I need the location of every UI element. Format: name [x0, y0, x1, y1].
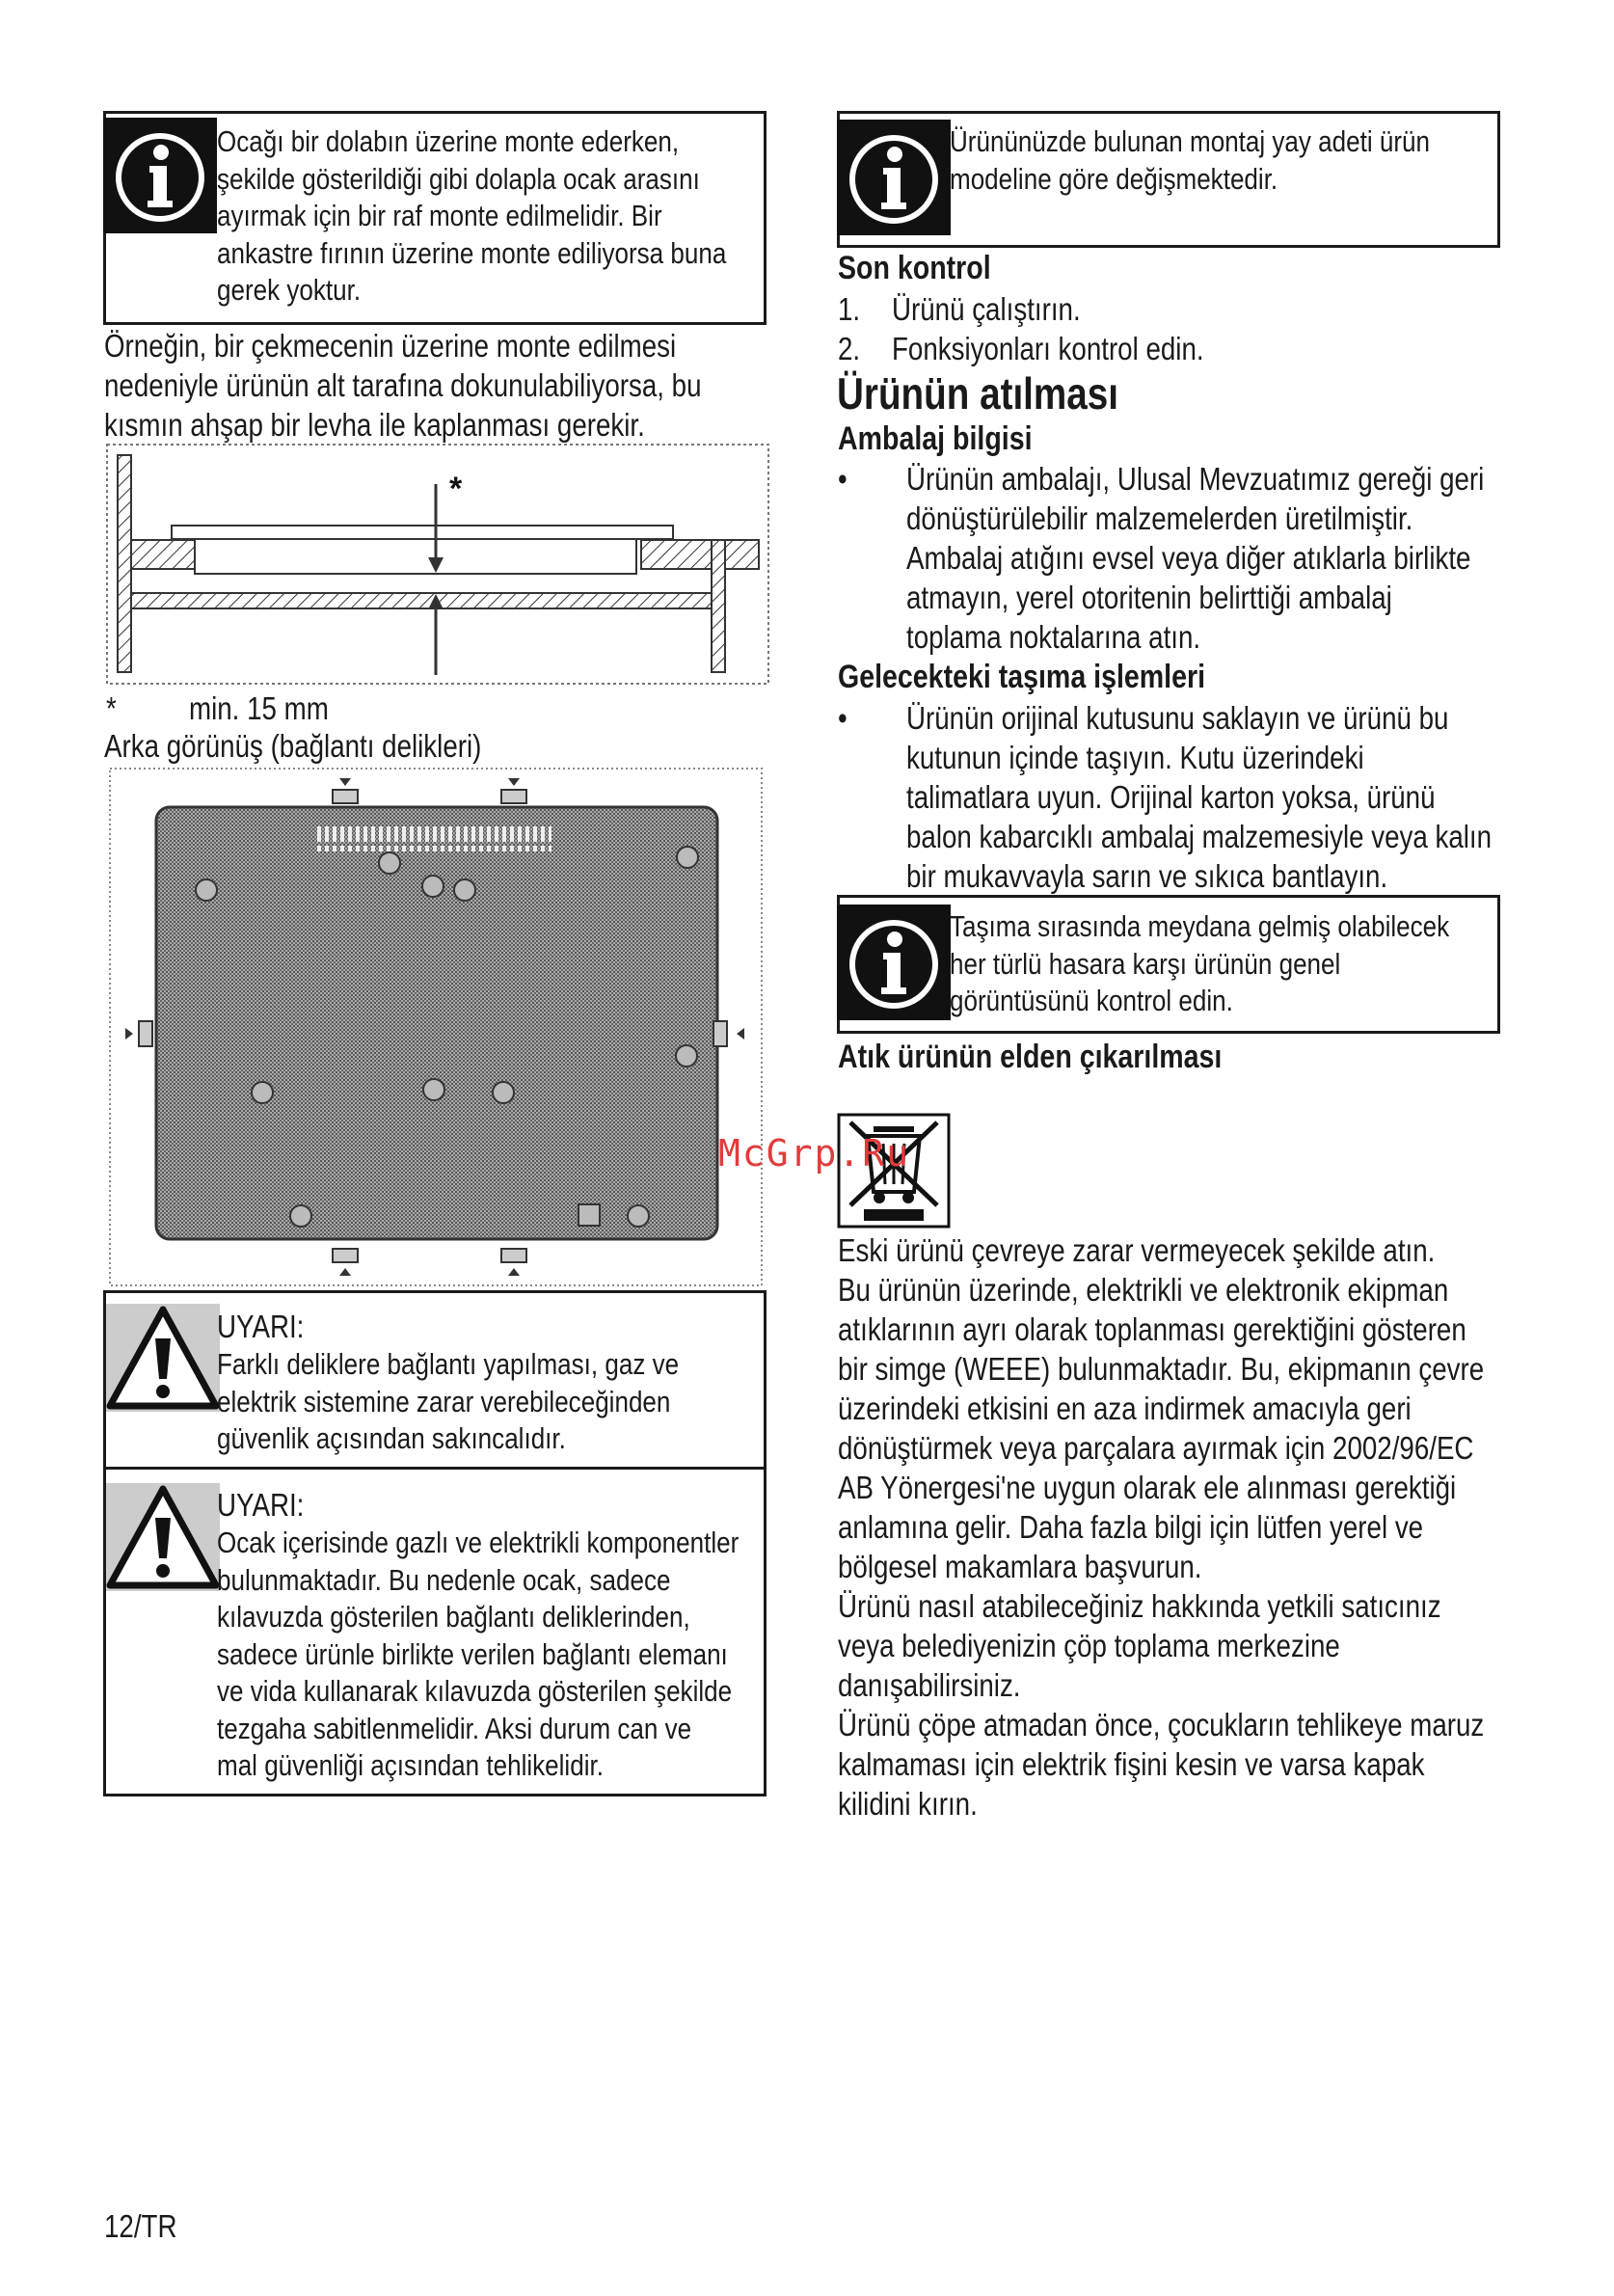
text-line: üzerindeki etkisini en aza indirmek amacıyla geri	[838, 1391, 1412, 1426]
paragraph-line: nedeniyle ürünün alt tarafına dokunulabiliyorsa, bu	[104, 367, 702, 403]
bullet: •	[838, 461, 847, 497]
warning-line: elektrik sistemine zarar verebileceğinden	[217, 1384, 671, 1418]
footnote-text: min. 15 mm	[189, 690, 329, 726]
list-number: 1.	[838, 291, 861, 327]
text-line: Eski ürünü çevreye zarar vermeyecek şekilde atın.	[838, 1232, 1436, 1268]
note-line: Ürününüzde bulunan montaj yay adeti ürün	[950, 124, 1431, 158]
warning-line: ve vida kullanarak kılavuzda gösterilen şekilde	[217, 1674, 733, 1708]
transport-text	[906, 698, 1603, 896]
warning-line: sadece ürünle birlikte verilen bağlantı elemanı	[217, 1636, 728, 1671]
text-line: Bu ürünün üzerinde, elektrikli ve elektronik ekipman	[838, 1272, 1449, 1308]
text-line: toplama noktalarına atın.	[906, 619, 1201, 655]
diagram-star: *	[449, 471, 463, 507]
list-number: 2.	[838, 331, 861, 366]
list-item: Ürünü çalıştırın.	[892, 291, 1081, 327]
paragraph	[104, 326, 816, 445]
list-item: Fonksiyonları kontrol edin.	[892, 331, 1204, 366]
note-line: modeline göre değişmektedir.	[950, 161, 1278, 196]
packaging-heading: Ambalaj bilgisi	[838, 420, 1033, 457]
info-note-text	[217, 123, 823, 310]
installation-diagram	[106, 444, 769, 685]
paragraph-line: kısmın ahşap bir levha ile kaplanması gerekir.	[104, 407, 645, 443]
text-line: talimatlara uyun. Orijinal karton yoksa, ürünü	[906, 779, 1436, 815]
warning-title: UYARI:	[217, 1309, 305, 1344]
note-line: ayırmak için bir raf monte edilmelidir. Bir	[217, 199, 662, 232]
info-icon	[837, 905, 951, 1020]
paragraph-line: Örneğin, bir çekmecenin üzerine monte edilmesi	[104, 328, 677, 364]
packaging-text	[906, 459, 1594, 657]
note-line: gerek yoktur.	[217, 273, 362, 307]
warning-text	[217, 1485, 838, 1785]
text-line: veya belediyenizin çöp toplama merkezine	[838, 1628, 1340, 1663]
info-note-text	[950, 908, 1545, 1020]
note-line: görüntüsünü kontrol edin.	[950, 984, 1233, 1017]
disposal-heading: Ürünün atılması	[837, 368, 1118, 419]
text-line: bölgesel makamlara başvurun.	[838, 1549, 1202, 1584]
page-number: 12/TR	[104, 2208, 177, 2244]
text-line: danışabilirsiniz.	[838, 1667, 1021, 1703]
text-line: dönüştürülebilir malzemelerden üretilmiştir.	[906, 500, 1413, 536]
waste-heading: Atık ürünün elden çıkarılması	[838, 1039, 1223, 1075]
note-line: her türlü hasara karşı ürünün genel	[950, 946, 1341, 981]
warning-line: bulunmaktadır. Bu nedenle ocak, sadece	[217, 1562, 671, 1597]
text-line: Ürünün ambalajı, Ulusal Mevzuatımız gereği geri	[906, 461, 1485, 497]
final-check-heading: Son kontrol	[838, 250, 991, 286]
warning-icon	[106, 1304, 220, 1412]
warning-title: UYARI:	[217, 1487, 305, 1523]
text-line: anlamına gelir. Daha fazla bilgi için lütfen yerel ve	[838, 1509, 1424, 1545]
info-note-text	[950, 123, 1521, 198]
bullet: •	[838, 700, 847, 736]
rear-view-diagram	[108, 767, 764, 1287]
text-line: bir mukavvayla sarın ve sıkıca bantlayın.	[906, 858, 1388, 894]
note-line: Ocağı bir dolabın üzerine monte ederken,	[217, 124, 680, 158]
note-line: ankastre fırının üzerine monte ediliyorsa buna	[217, 235, 727, 270]
rear-view-title: Arka görünüş (bağlantı delikleri)	[104, 728, 482, 764]
text-line: atıklarının ayrı olarak toplanması gerektiğini gösteren	[838, 1311, 1466, 1347]
transport-heading: Gelecekteki taşıma işlemleri	[838, 659, 1206, 695]
warning-line: Ocak içerisinde gazlı ve elektrikli komponentler	[217, 1526, 740, 1559]
warning-line: kılavuzda gösterilen bağlantı deliklerinden,	[217, 1600, 690, 1634]
info-icon	[103, 118, 217, 233]
text-line: AB Yönergesi'ne uygun olarak ele alınması gerektiği	[838, 1470, 1457, 1505]
text-line: Ürünü nasıl atabileceğiniz hakkında yetkili satıcınız	[838, 1588, 1441, 1624]
text-line: balon kabarcıklı ambalaj malzemesiyle veya kalın	[906, 819, 1493, 854]
warning-line: güvenlik açısından sakıncalıdır.	[217, 1421, 566, 1455]
text-line: Ürünü çöpe atmadan önce, çocukların tehlikeye maruz	[838, 1707, 1485, 1742]
info-icon	[837, 120, 951, 235]
text-line: bir simge (WEEE) bulunmaktadır. Bu, ekipmanın çevre	[838, 1351, 1485, 1387]
text-line: kalmaması için elektrik fişini kesin ve varsa kapak	[838, 1746, 1425, 1782]
warning-line: mal güvenliği açısından tehlikelidir.	[217, 1748, 604, 1782]
note-line: şekilde gösterildiği gibi dolapla ocak arasını	[217, 161, 700, 196]
waste-text	[838, 1230, 1607, 1823]
text-line: Ürünün orijinal kutusunu saklayın ve ürünü bu	[906, 700, 1449, 736]
text-line: kutunun içinde taşıyın. Kutu üzerindeki	[906, 740, 1364, 775]
note-line: Taşıma sırasında meydana gelmiş olabilecek	[950, 909, 1450, 943]
text-line: kilidini kırın.	[838, 1786, 978, 1822]
text-line: Ambalaj atığını evsel veya diğer atıklarla birlikte	[906, 540, 1471, 576]
warning-line: Farklı deliklere bağlantı yapılması, gaz ve	[217, 1347, 680, 1381]
text-line: atmayın, yerel otoritenin belirttiği ambalaj	[906, 580, 1392, 615]
warning-text	[217, 1307, 767, 1458]
text-line: dönüştürmek veya parçalara ayırmak için 2002/96/EC	[838, 1430, 1474, 1466]
watermark: McGrp.Ru	[718, 1132, 911, 1175]
warning-line: tezgaha sabitlenmelidir. Aksi durum can ve	[217, 1711, 692, 1745]
footnote-star: *	[106, 690, 117, 726]
warning-icon	[106, 1483, 220, 1591]
